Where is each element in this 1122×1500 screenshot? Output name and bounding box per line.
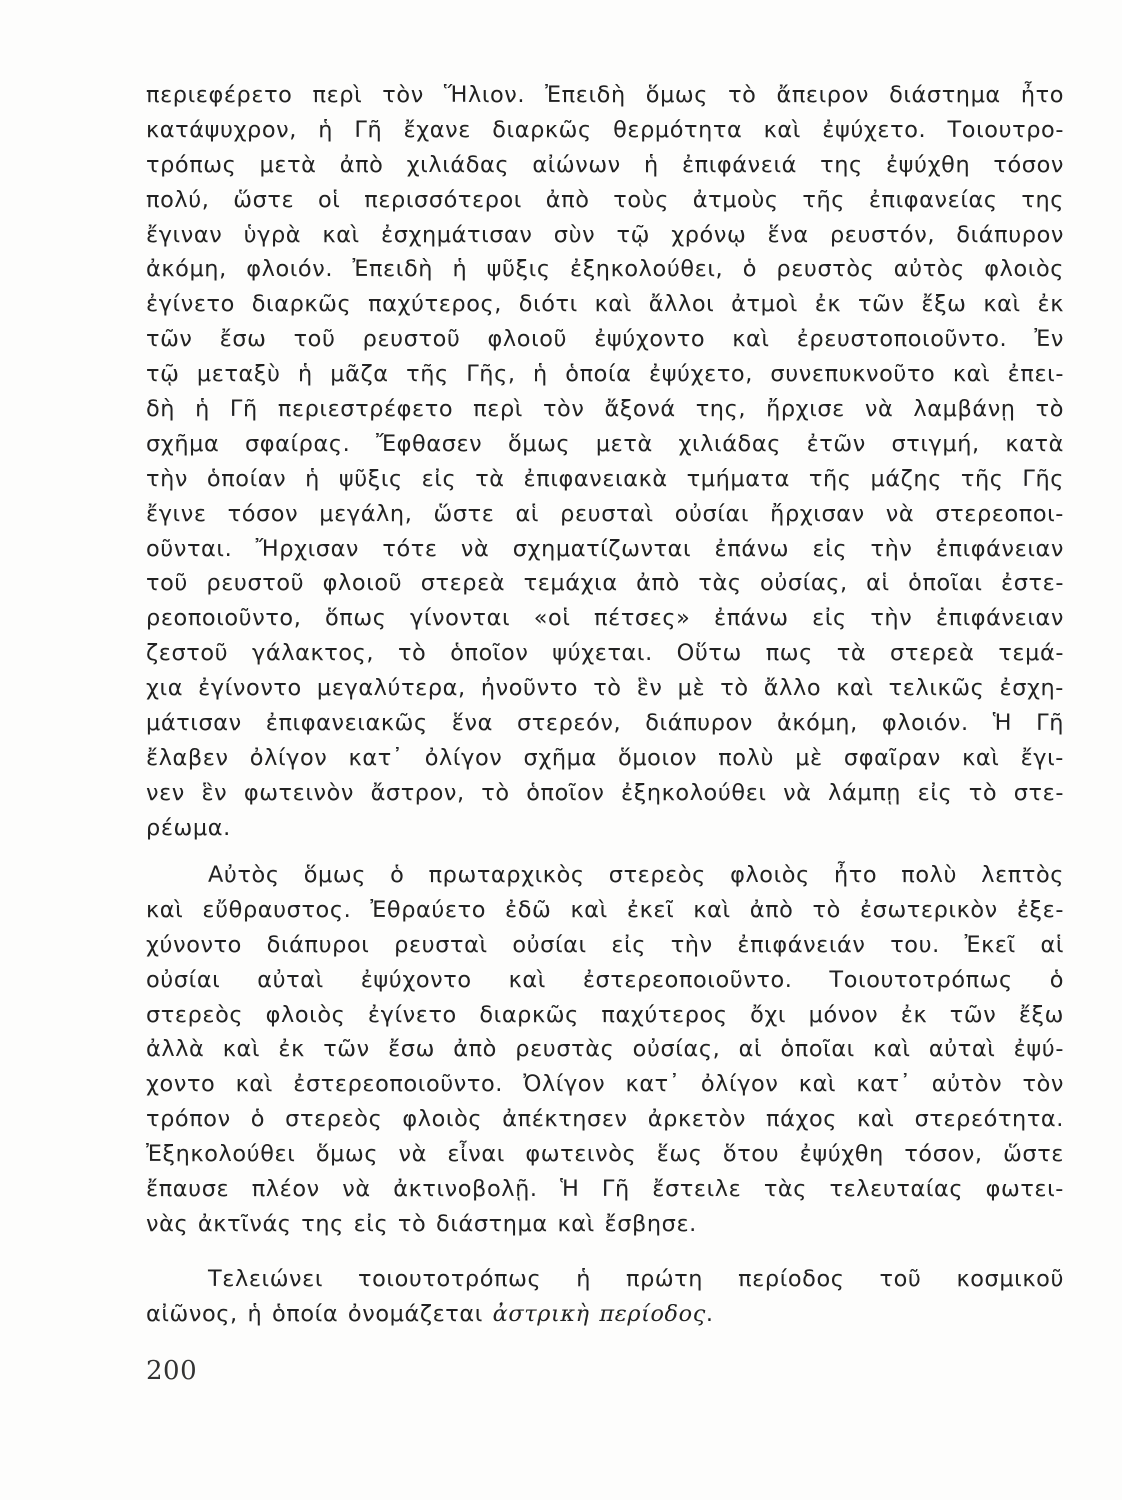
text-line: Αὐτὸς ὅμως ὁ πρωταρχικὸς στερεὸς φλοιὸς ἦτο πολὺ λεπτὸς (208, 862, 1064, 888)
text-line: δὴ ἡ Γῆ περιεστρέφετο περὶ τὸν ἄξονά της, ἤρχισε νὰ λαμβάνῃ τὸ (146, 396, 1064, 423)
text-line: τοῦ ρευστοῦ φλοιοῦ στερεὰ τεμάχια ἀπὸ τὰς οὐσίας, αἱ ὁποῖαι ἐστε- (146, 570, 1064, 597)
text-line: τῶν ἔσω τοῦ ρευστοῦ φλοιοῦ ἐψύχοντο καὶ ἐρευστοποιοῦντο. Ἐν (146, 326, 1064, 353)
text-line: ζεστοῦ γάλακτος, τὸ ὁποῖον ψύχεται. Οὕτω πως τὰ στερεὰ τεμά- (146, 640, 1064, 667)
text-line: χοντο καὶ ἐστερεοποιοῦντο. Ὀλίγον κατ᾽ ὀλίγον καὶ κατ᾽ αὐτὸν τὸν (146, 1071, 1064, 1098)
text-line: σχῆμα σφαίρας. Ἔφθασεν ὅμως μετὰ χιλιάδας ἐτῶν στιγμή, κατὰ (146, 430, 1064, 457)
text-line: ἀλλὰ καὶ ἐκ τῶν ἔσω ἀπὸ ρευστὰς οὐσίας, αἱ ὁποῖαι καὶ αὐταὶ ἐψύ- (146, 1036, 1064, 1063)
paragraph-1 (146, 78, 1064, 846)
text-line: νὰς ἀκτῖνάς της εἰς τὸ διάστημα καὶ ἔσβησε. (146, 1210, 697, 1237)
sentence-end: . (705, 1300, 714, 1327)
text-line: καὶ εὔθραυστος. Ἐθραύετο ἐδῶ καὶ ἐκεῖ καὶ ἀπὸ τὸ ἐσωτερικὸν ἐξε- (146, 896, 1064, 923)
text-line: ἔπαυσε πλέον νὰ ἀκτινοβολῇ. Ἡ Γῆ ἔστειλε τὰς τελευταίας φωτει- (146, 1176, 1064, 1203)
text-line: χια ἐγίνοντο μεγαλύτερα, ἠνοῦντο τὸ ἓν μὲ τὸ ἄλλο καὶ τελικῶς ἐσχη- (146, 675, 1064, 702)
text-line: τρόπως μετὰ ἀπὸ χιλιάδας αἰώνων ἡ ἐπιφάνειά της ἐψύχθη τόσον (146, 151, 1064, 178)
text-line: Τελειώνει τοιουτοτρόπως ἡ πρώτη περίοδος τοῦ κοσμικοῦ (208, 1266, 1064, 1292)
paragraph-2 (146, 858, 1064, 1242)
text-line: μάτισαν ἐπιφανειακῶς ἕνα στερεόν, διάπυρον ἀκόμη, φλοιόν. Ἡ Γῆ (146, 710, 1064, 737)
text-line: Ἐξηκολούθει ὅμως νὰ εἶναι φωτεινὸς ἕως ὅτου ἐψύχθη τόσον, ὥστε (146, 1141, 1064, 1168)
emphasized-term: ἀστρικὴ περίοδος (492, 1300, 706, 1327)
text-line: περιεφέρετο περὶ τὸν Ἥλιον. Ἐπειδὴ ὅμως τὸ ἄπειρον διάστημα ἦτο (146, 82, 1064, 108)
text-line: στερεὸς φλοιὸς ἐγίνετο διαρκῶς παχύτερος ὄχι μόνον ἐκ τῶν ἔξω (146, 1001, 1064, 1028)
text-line: ἔγιναν ὑγρὰ καὶ ἐσχημάτισαν σὺν τῷ χρόνῳ ἕνα ρευστόν, διάπυρον (146, 221, 1064, 248)
text-line: ρεοποιοῦντο, ὅπως γίνονται «οἱ πέτσες» ἐπάνω εἰς τὴν ἐπιφάνειαν (146, 605, 1064, 632)
text-line: οὐσίαι αὐταὶ ἐψύχοντο καὶ ἐστερεοποιοῦντο. Τοιουτοτρόπως ὁ (146, 966, 1064, 993)
text-line: νεν ἓν φωτεινὸν ἄστρον, τὸ ὁποῖον ἐξηκολούθει νὰ λάμπῃ εἰς τὸ στε- (146, 779, 1064, 806)
text-line: ρέωμα. (146, 814, 231, 841)
text-line (146, 1297, 1064, 1332)
text-line-lead: αἰῶνος, ἡ ὁποία ὀνομάζεται (146, 1300, 493, 1327)
text-line: τῷ μεταξὺ ἡ μᾶζα τῆς Γῆς, ἡ ὁποία ἐψύχετο, συνεπυκνοῦτο καὶ ἐπει- (146, 361, 1064, 388)
text-line: ἔγινε τόσον μεγάλη, ὥστε αἱ ρευσταὶ οὐσίαι ἤρχισαν νὰ στερεοποι- (146, 500, 1064, 527)
text-line: ἔλαβεν ὀλίγον κατ᾽ ὀλίγον σχῆμα ὅμοιον πολὺ μὲ σφαῖραν καὶ ἔγι- (146, 744, 1064, 771)
text-line: τὴν ὁποίαν ἡ ψῦξις εἰς τὰ ἐπιφανειακὰ τμήματα τῆς μάζης τῆς Γῆς (146, 465, 1064, 492)
text-line: οῦνται. Ἤρχισαν τότε νὰ σχηματίζωνται ἐπάνω εἰς τὴν ἐπιφάνειαν (146, 535, 1064, 562)
text-line: τρόπον ὁ στερεὸς φλοιὸς ἀπέκτησεν ἀρκετὸν πάχος καὶ στερεότητα. (146, 1106, 1064, 1133)
text-line: ἀκόμη, φλοιόν. Ἐπειδὴ ἡ ψῦξις ἐξηκολούθει, ὁ ρευστὸς αὐτὸς φλοιὸς (146, 256, 1064, 283)
text-line: χύνοντο διάπυροι ρευσταὶ οὐσίαι εἰς τὴν ἐπιφάνειάν του. Ἐκεῖ αἱ (146, 931, 1064, 958)
page-number: 200 (146, 1356, 198, 1386)
text-line: ἐγίνετο διαρκῶς παχύτερος, διότι καὶ ἄλλοι ἀτμοὶ ἐκ τῶν ἔξω καὶ ἐκ (146, 291, 1064, 318)
paragraph-3 (146, 1262, 1064, 1332)
text-line: πολύ, ὥστε οἱ περισσότεροι ἀπὸ τοὺς ἀτμοὺς τῆς ἐπιφανείας της (146, 186, 1064, 213)
text-line: κατάψυχρον, ἡ Γῆ ἔχανε διαρκῶς θερμότητα καὶ ἐψύχετο. Τοιουτρο- (146, 116, 1064, 143)
